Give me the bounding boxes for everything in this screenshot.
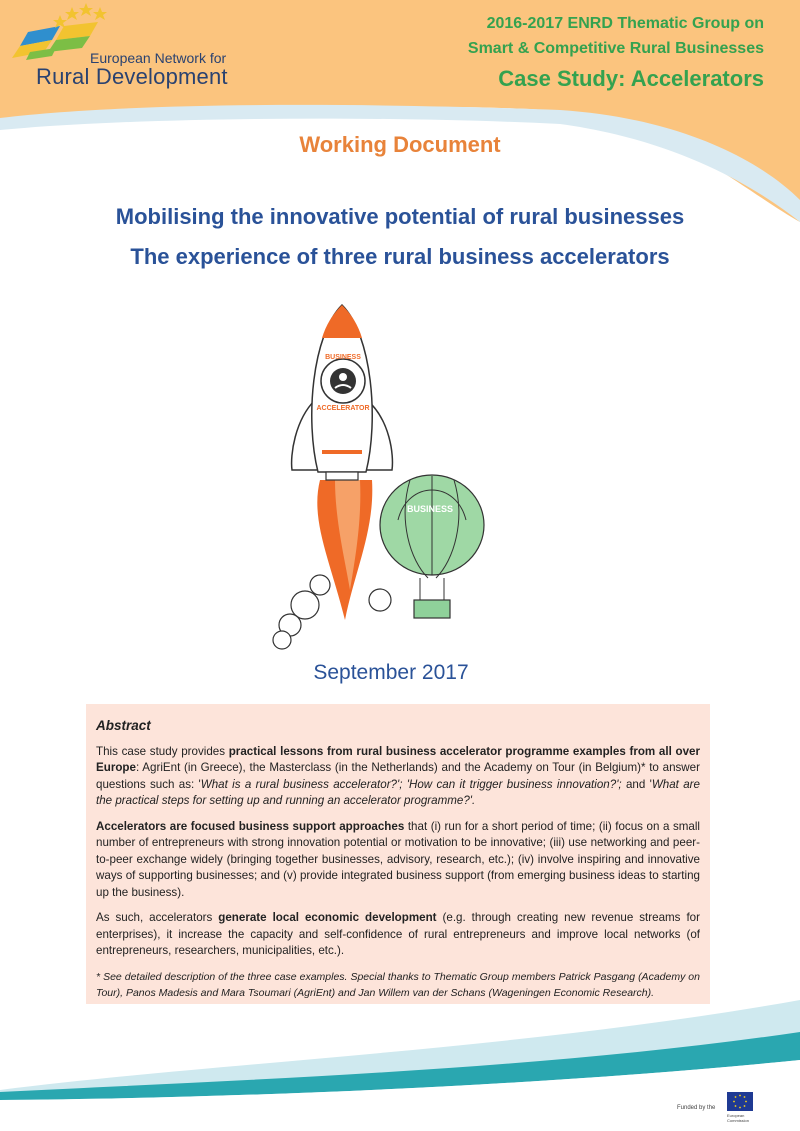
text-run: that (i) run for a short period of time; (ii) focus on a small number of entrepreneurs with strong innovation potential or motivation to be innovative; (iii) use networking and peer-to-peer exchange widely (bringing together businesses, advisory, research, etc.); (iv) involve inspiring and innovative ways of supporting businesses; and (v) provide integrated business support (from emerging business ideas to starting up the business).	[96, 819, 700, 899]
rocket-badge-top: BUSINESS	[325, 354, 361, 361]
title-line2: The experience of three rural business accelerators	[130, 244, 670, 269]
abstract-footnote: * See detailed description of the three case examples. Special thanks to Thematic Group members Patrick Pasgang (Academy on Tour), Panos Madesis and Mara Tsoumari (AgriEnt) and Jan Willem van der Schans (Wageningen Economic Research).	[96, 970, 700, 999]
text-run: (e.g. through creating new revenue streams for enterprises), it increase the capacity and self-confidence of rural entrepreneurs and improve local networks (of entrepreneurs, researchers, municipalities, etc.).	[96, 911, 700, 957]
abstract-paragraph-1	[96, 744, 700, 810]
header-line2: Smart & Competitive Rural Businesses	[467, 40, 764, 57]
logo-text-line1: European Network for	[90, 50, 227, 66]
abstract-paragraph-3	[96, 910, 700, 960]
funded-by-label: Funded by the	[677, 1105, 716, 1111]
text-run-italic: What are the practical steps for setting up and running an accelerator programme?'.	[96, 777, 700, 807]
text-run-bold: Accelerators are focused business support approaches	[96, 819, 405, 833]
eu-caption: European Commission	[727, 1113, 750, 1123]
text-run: : AgriEnt (in Greece), the Masterclass (in the Netherlands) and the Academy on Tour (in Belgium)* to answer questions such as: '	[96, 761, 700, 791]
text-run: This case study provides	[96, 744, 229, 758]
header-line3: Case Study: Accelerators	[498, 66, 764, 91]
balloon-illustration	[380, 475, 484, 618]
rocket-badge-bottom: ACCELERATOR	[316, 405, 370, 412]
text-run-bold: practical lessons from rural business accelerator programme examples from all over Europe	[96, 744, 700, 774]
text-run-italic: What is a rural business accelerator?'; 'How can it trigger business innovation?';	[200, 777, 622, 791]
date: September 2017	[313, 661, 469, 684]
text-run: and '	[621, 777, 652, 791]
text-run-bold: generate local economic development	[218, 911, 437, 924]
abstract-heading: Abstract	[96, 718, 151, 733]
abstract-box	[86, 704, 710, 1004]
balloon-label: BUSINESS	[406, 504, 454, 514]
title-line1: Mobilising the innovative potential of rural businesses	[115, 204, 685, 229]
header-line1: 2016-2017 ENRD Thematic Group on	[486, 15, 764, 32]
eu-flag-icon	[727, 1092, 753, 1111]
working-document-label: Working Document	[299, 132, 501, 157]
text-run: As such, accelerators	[96, 911, 219, 924]
abstract-paragraph-2	[96, 819, 700, 902]
logo-text-line2: Rural Development	[36, 64, 228, 89]
